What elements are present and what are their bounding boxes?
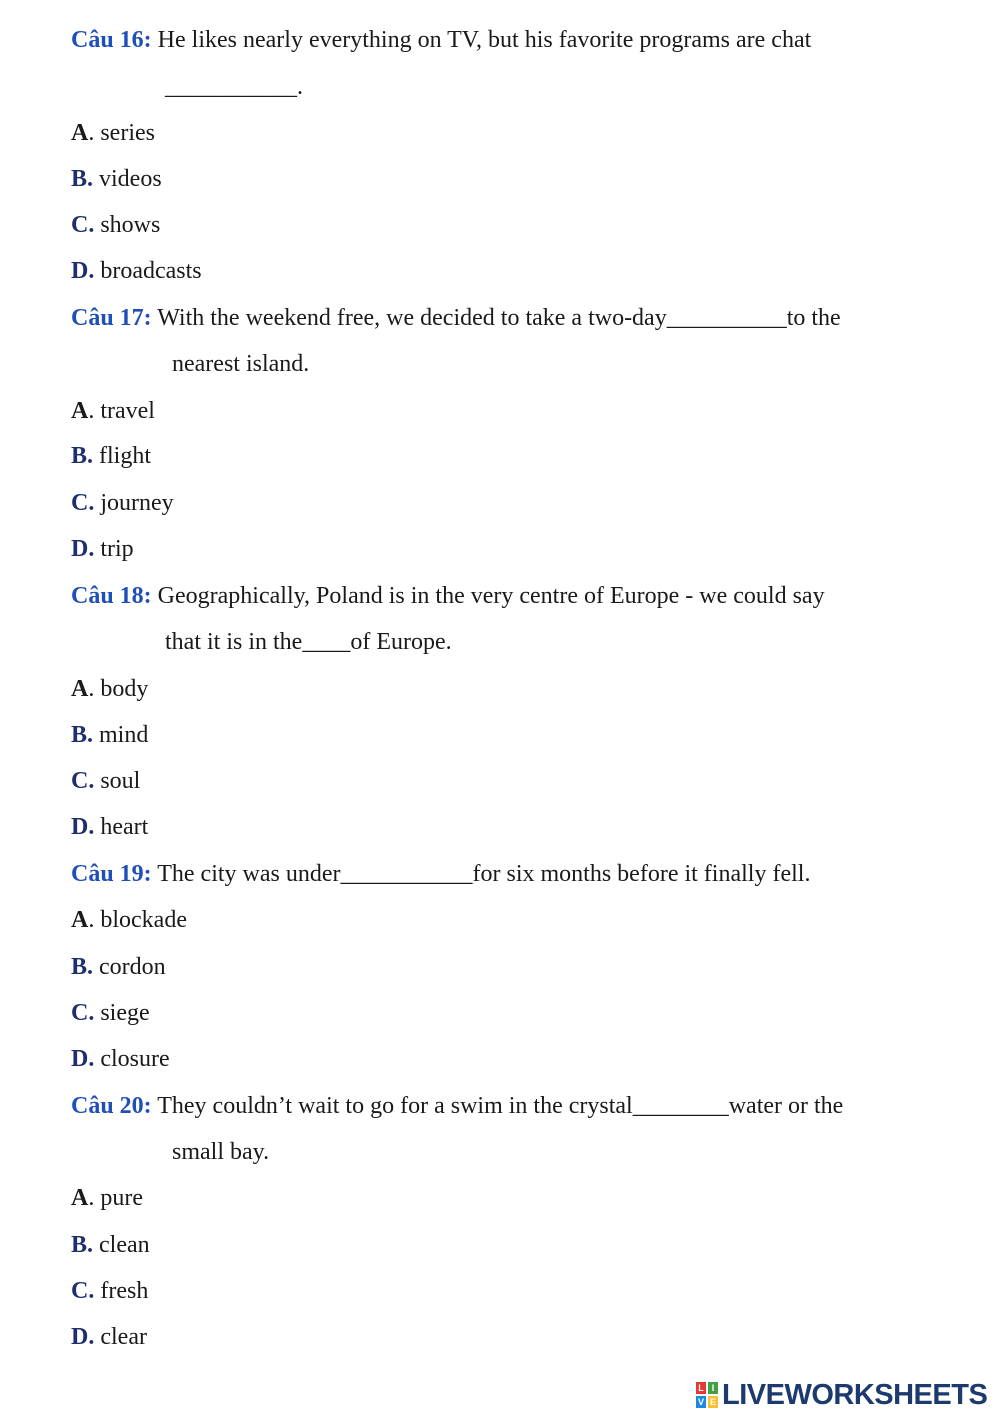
option-letter: A: [71, 120, 89, 146]
question-18-text-end: of Europe.: [350, 629, 452, 655]
option-16-a[interactable]: A. series: [71, 120, 155, 146]
question-20-text: They couldn’t wait to go for a swim in the crystal: [151, 1093, 633, 1119]
question-19-text: The city was under: [151, 861, 341, 887]
option-letter: D.: [71, 1046, 95, 1072]
option-letter: B.: [71, 166, 94, 192]
option-text: series: [100, 120, 155, 146]
option-letter: A: [71, 398, 89, 424]
question-18-line-1: [71, 581, 825, 611]
question-16-text: He likes nearly everything on TV, but his favorite programs are chat: [151, 27, 812, 53]
logo-tile: L: [696, 1382, 706, 1394]
question-20-text-cont: small bay.: [172, 1139, 270, 1165]
logo-tile: V: [697, 1397, 704, 1407]
option-letter: C.: [71, 1000, 95, 1026]
option-17-d[interactable]: [71, 534, 134, 564]
logo-brand-text: LIVEWORKSHEETS: [722, 1378, 988, 1411]
option-18-c[interactable]: [71, 766, 140, 796]
question-19-line-1: [71, 859, 810, 889]
logo-tile: E: [709, 1397, 716, 1407]
question-16-line-2: [165, 72, 303, 102]
option-text: travel: [100, 398, 155, 424]
question-19-label: Câu 19:: [71, 861, 152, 887]
question-20-text-end: water or the: [728, 1093, 844, 1119]
option-text: clean: [99, 1232, 150, 1258]
option-16-b[interactable]: [71, 164, 162, 194]
question-18-blank[interactable]: ____: [302, 629, 351, 655]
option-20-b[interactable]: [71, 1230, 150, 1260]
option-19-a[interactable]: A. blockade: [71, 907, 187, 933]
option-19-c[interactable]: [71, 998, 150, 1028]
option-text: soul: [100, 768, 141, 794]
question-18-line-2: [165, 627, 452, 657]
option-20-d[interactable]: [71, 1322, 147, 1352]
option-18-a[interactable]: A. body: [71, 676, 149, 702]
question-20-line-2: [172, 1137, 269, 1167]
option-letter: B.: [71, 954, 94, 980]
option-text: closure: [100, 1046, 170, 1072]
question-19-text-end: for six months before it finally fell.: [472, 861, 811, 887]
question-19-blank[interactable]: ___________: [340, 861, 473, 887]
option-text: pure: [100, 1185, 143, 1211]
option-text: body: [100, 676, 149, 702]
question-17-label: Câu 17:: [71, 305, 152, 331]
option-letter: D.: [71, 1324, 95, 1350]
question-17-text: With the weekend free, we decided to take a two-day: [151, 305, 667, 331]
question-17-line-1: [71, 303, 841, 333]
question-16-line-1: [71, 25, 811, 55]
option-18-d[interactable]: [71, 812, 148, 842]
question-17-line-2: [172, 349, 309, 379]
question-20-blank[interactable]: ________: [632, 1093, 729, 1119]
option-letter: A: [71, 676, 89, 702]
option-text: cordon: [99, 954, 166, 980]
question-18-text-cont: that it is in the: [165, 629, 303, 655]
option-text: mind: [99, 722, 149, 748]
option-text: trip: [100, 536, 134, 562]
option-text: shows: [100, 212, 161, 238]
option-text: blockade: [100, 907, 187, 933]
logo-tiles-icon: [696, 1382, 718, 1408]
question-18-text: Geographically, Poland is in the very centre of Europe - we could say: [151, 583, 825, 609]
option-letter: C.: [71, 212, 95, 238]
option-text: clear: [100, 1324, 147, 1350]
option-17-b[interactable]: [71, 441, 151, 471]
question-17-text-end: to the: [786, 305, 841, 331]
question-17-text-cont: nearest island.: [172, 351, 310, 377]
option-20-c[interactable]: [71, 1276, 148, 1306]
logo-tile: I: [708, 1382, 718, 1394]
option-text: journey: [100, 490, 174, 516]
question-20-label: Câu 20:: [71, 1093, 152, 1119]
option-letter: B.: [71, 1232, 94, 1258]
option-text: fresh: [100, 1278, 149, 1304]
option-19-d[interactable]: [71, 1044, 170, 1074]
option-letter: C.: [71, 1278, 95, 1304]
option-18-b[interactable]: [71, 720, 148, 750]
option-text: siege: [100, 1000, 150, 1026]
option-16-c[interactable]: [71, 210, 160, 240]
option-letter: A: [71, 907, 89, 933]
option-text: broadcasts: [100, 258, 202, 284]
option-20-a[interactable]: A. pure: [71, 1185, 143, 1211]
option-letter: C.: [71, 768, 95, 794]
question-16-label: Câu 16:: [71, 27, 152, 53]
question-17-blank[interactable]: __________: [666, 305, 787, 331]
option-letter: D.: [71, 258, 95, 284]
question-18-label: Câu 18:: [71, 583, 152, 609]
option-17-c[interactable]: [71, 488, 174, 518]
option-letter: C.: [71, 490, 95, 516]
option-16-d[interactable]: [71, 256, 202, 286]
option-19-b[interactable]: [71, 952, 166, 982]
option-letter: B.: [71, 722, 94, 748]
option-letter: A: [71, 1185, 89, 1211]
question-20-line-1: [71, 1091, 843, 1121]
option-letter: D.: [71, 814, 95, 840]
option-17-a[interactable]: A. travel: [71, 398, 155, 424]
option-text: heart: [100, 814, 149, 840]
question-16-blank[interactable]: ___________.: [165, 74, 303, 100]
option-letter: D.: [71, 536, 95, 562]
option-text: videos: [99, 166, 162, 192]
option-letter: B.: [71, 443, 94, 469]
liveworksheets-logo: [696, 1378, 987, 1412]
option-text: flight: [99, 443, 152, 469]
